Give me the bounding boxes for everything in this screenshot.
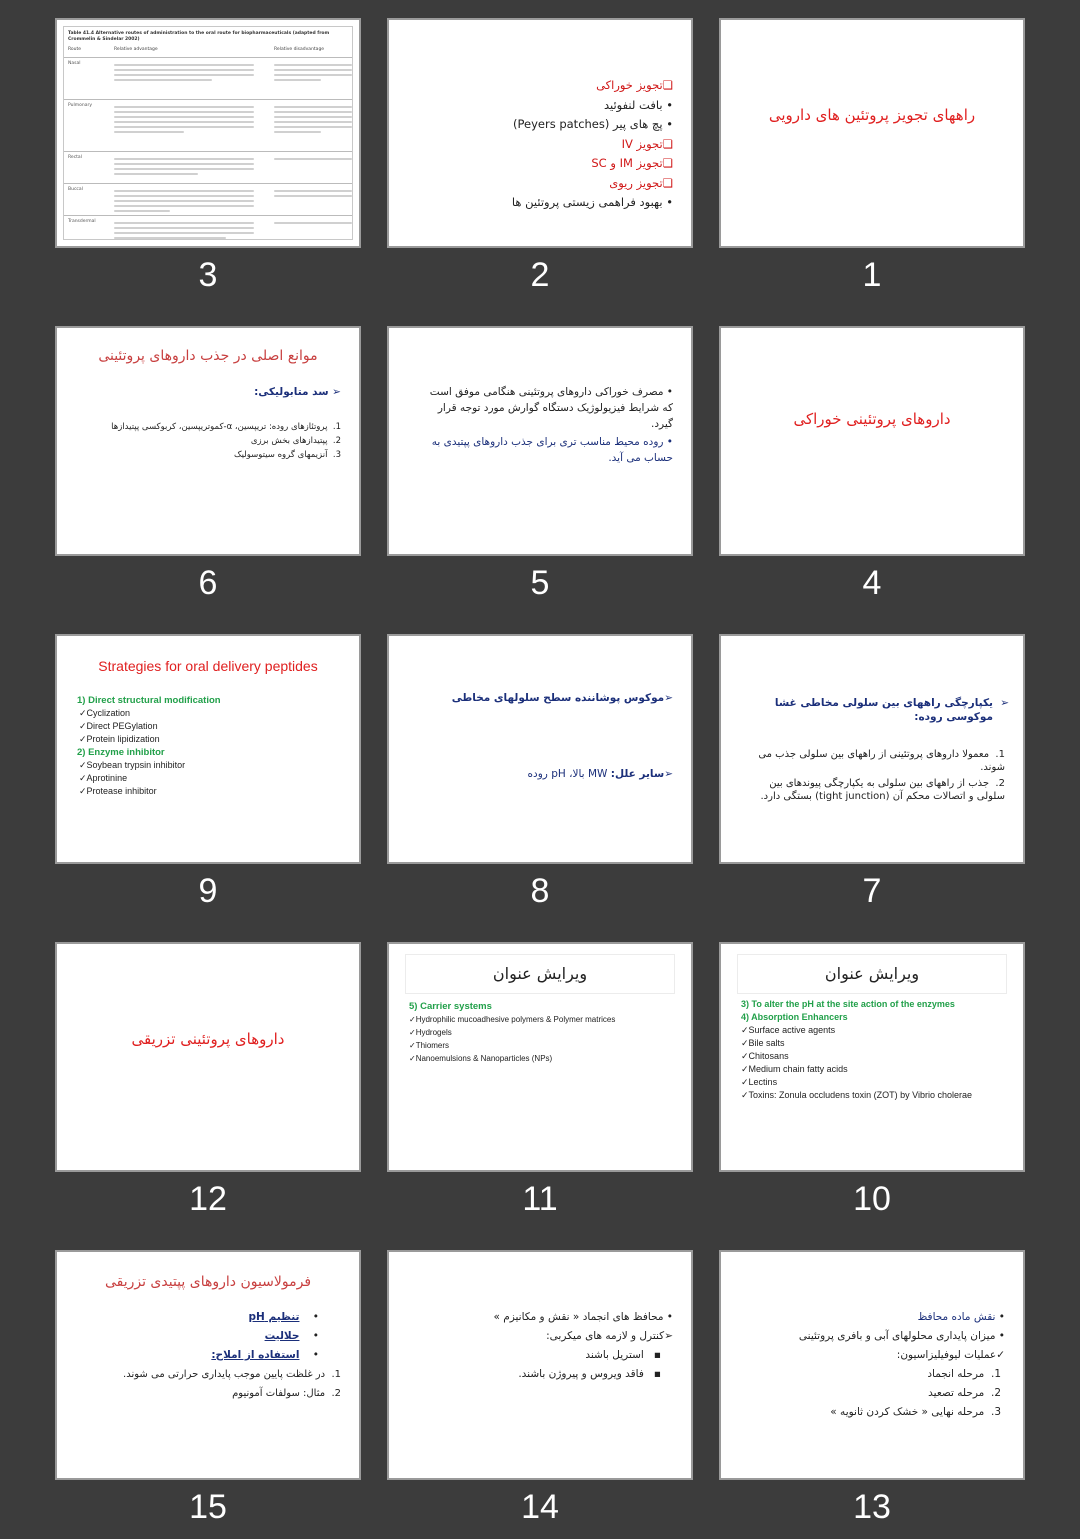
slide-thumbnail-7[interactable] <box>719 634 1025 864</box>
list-item: ✓ Cyclization <box>77 707 347 720</box>
checkbox-bullet-icon: ❏ <box>662 136 673 151</box>
table-row: Transdermal <box>68 219 348 247</box>
check-bullet-icon: ✓ <box>996 1349 1005 1361</box>
group-heading: 3) To alter the pH at the site action of the enzymes <box>741 999 955 1009</box>
list-item: ✓ Medium chain fatty acids <box>741 1063 1016 1076</box>
slide-thumbnail-14[interactable] <box>387 1250 693 1480</box>
slide-number: 1 <box>862 256 882 294</box>
arrow-bullet-icon: ➢ <box>1000 697 1009 709</box>
slide-number: 5 <box>530 564 550 602</box>
table-col-route: Route <box>68 47 82 52</box>
list-item: • محافظ های انجماد « نقش و مکانیزم » <box>493 1311 673 1323</box>
list-item: ✓ Chitosans <box>741 1050 1016 1063</box>
table-image <box>63 26 353 240</box>
list-item: ✓ Soybean trypsin inhibitor <box>77 759 347 772</box>
dot-bullet-icon: • <box>662 117 673 131</box>
slide-number: 9 <box>198 872 218 910</box>
list-item: ✓ Lectins <box>741 1076 1016 1089</box>
list-item: ✓ Aprotinine <box>77 772 347 785</box>
list-item: ➢موکوس پوشاننده سطح سلولهای مخاطی <box>451 692 673 704</box>
slide-number: 15 <box>189 1488 227 1526</box>
list-item: ✓ Nanoemulsions & Nanoparticles (NPs) <box>409 1052 679 1065</box>
list-item: ✓ Direct PEGylation <box>77 720 347 733</box>
dot-bullet-icon: • <box>663 386 673 398</box>
slide-number: 10 <box>853 1180 891 1218</box>
dot-bullet-icon: • <box>663 1311 673 1323</box>
table-col-advantage: Relative advantage <box>114 47 158 52</box>
table-row: Buccal <box>68 187 348 215</box>
list-item: • پچ های پیر (Peyers patches) <box>512 117 673 131</box>
slide-title: داروهای پروتئینی خوراکی <box>793 410 951 428</box>
slide-title-placeholder: ویرایش عنوان <box>737 954 1007 994</box>
list-item: • میزان پایداری محلولهای آبی و بافری پروتئینی <box>798 1330 1005 1342</box>
group-heading: 1) Direct structural modification <box>77 695 221 706</box>
slide-thumbnail-1[interactable] <box>719 18 1025 248</box>
list-item: 1. معمولا داروهای پروتئینی از راههای بین سلولی جذب می شوند. <box>758 749 1005 773</box>
slide-heading: یکپارچگی راههای بین سلولی مخاطی غشا موکوسی روده: <box>774 697 993 723</box>
slide-thumbnail-9[interactable] <box>55 634 361 864</box>
list-item: • استفاده از املاح: <box>211 1349 319 1361</box>
square-bullet-icon: ▪ <box>643 1368 661 1380</box>
list-item: • روده محیط مناسب تری برای جذب داروهای پپتیدی به حساب می آید. <box>431 436 673 464</box>
list-item: ✓ Bile salts <box>741 1037 1016 1050</box>
slide-number: 8 <box>530 872 550 910</box>
slide-title-placeholder: ویرایش عنوان <box>405 954 675 994</box>
list-item: ✓ Hydrogels <box>409 1026 679 1039</box>
slide-thumbnail-4[interactable] <box>719 326 1025 556</box>
group-heading: 2) Enzyme inhibitor <box>77 747 165 758</box>
dot-bullet-icon: • <box>995 1330 1005 1342</box>
list-item: ❏تجویز IM و SC <box>591 156 673 170</box>
list-item: ▪ فاقد ویروس و پیروژن باشند. <box>518 1368 661 1380</box>
checkbox-bullet-icon: ❏ <box>662 175 673 190</box>
slide-title: موانع اصلی در جذب داروهای پروتئینی <box>98 348 318 364</box>
table-title: Table 41.4 Alternative routes of administration to the oral route for biopharmaceuticals (adapted from Crommelin & Sindelar 2002) <box>68 31 330 42</box>
arrow-bullet-icon: ➢ <box>664 692 673 704</box>
list-item: ✓ Thiomers <box>409 1039 679 1052</box>
list-item: 2. مرحله تصعید <box>928 1387 1001 1399</box>
slide-number: 6 <box>198 564 218 602</box>
dot-bullet-icon: • <box>662 195 673 209</box>
list-item: ❏تجویز ریوی <box>609 175 673 190</box>
list-item: ▪ استریل باشند <box>585 1349 661 1361</box>
dot-bullet-icon: • <box>662 97 673 112</box>
list-item: ✓عملیات لیوفیلیزاسیون: <box>896 1349 1005 1361</box>
slide-thumbnail-15[interactable] <box>55 1250 361 1480</box>
list-item: ✓ Hydrophilic mucoadhesive polymers & Polymer matrices <box>409 1013 679 1026</box>
checkbox-bullet-icon: ❏ <box>662 78 673 92</box>
list-item: ❏تجویز خوراکی <box>596 78 673 92</box>
slide-thumbnail-6[interactable] <box>55 326 361 556</box>
table-row: Nasal <box>68 61 348 95</box>
slide-title: داروهای پروتئینی تزریقی <box>131 1030 285 1048</box>
list-item: 3. آنزیمهای گروه سیتوسولیک <box>233 450 341 460</box>
dot-bullet-icon: • <box>299 1311 319 1323</box>
list-item: 2. پپتیدازهای بخش برزی <box>250 436 341 446</box>
list-item: • تنظیم pH <box>248 1311 319 1323</box>
arrow-bullet-icon: ➢ <box>664 768 673 780</box>
slide-thumbnail-11[interactable] <box>387 942 693 1172</box>
slide-number: 2 <box>530 256 550 294</box>
slide-title: Strategies for oral delivery peptides <box>98 658 318 674</box>
slide-thumbnail-13[interactable] <box>719 1250 1025 1480</box>
slide-heading: سد متابولیکی: <box>254 386 329 398</box>
list-item: • بافت لنفوئید <box>603 97 673 112</box>
slide-thumbnail-10[interactable] <box>719 942 1025 1172</box>
slide-thumbnail-12[interactable] <box>55 942 361 1172</box>
list-item: 2. جذب از راههای بین سلولی به یکپارچگی پیوندهای بین سلولی و اتصالات محکم آن (tight junction) بستگی دارد. <box>760 778 1005 802</box>
slide-number: 12 <box>189 1180 227 1218</box>
slide-number: 7 <box>862 872 882 910</box>
list-item: ➢کنترل و لازمه های میکربی: <box>546 1330 673 1342</box>
slide-number: 4 <box>862 564 882 602</box>
list-item: • حلالیت <box>264 1330 319 1342</box>
table-row: Rectal <box>68 155 348 183</box>
list-item: ✓ Toxins: Zonula occludens toxin (ZOT) by Vibrio cholerae <box>741 1089 1016 1102</box>
list-item: 3. مرحله نهایی « خشک کردن ثانویه » <box>830 1406 1001 1418</box>
slide-thumbnail-8[interactable] <box>387 634 693 864</box>
dot-bullet-icon: • <box>663 436 673 448</box>
checkbox-bullet-icon: ❏ <box>662 156 673 170</box>
slide-title: فرمولاسیون داروهای پپتیدی تزریقی <box>104 1274 312 1290</box>
arrow-bullet-icon: ➢ <box>664 1330 673 1342</box>
list-item: ✓ Protein lipidization <box>77 733 347 746</box>
slide-number: 3 <box>198 256 218 294</box>
table-row: Pulmonary <box>68 103 348 151</box>
list-item: • بهبود فراهمی زیستی پروتئین ها <box>511 195 673 209</box>
arrow-bullet-icon: ➢ <box>328 386 341 398</box>
slide-number: 11 <box>522 1180 558 1218</box>
slide-number: 14 <box>521 1488 559 1526</box>
list-item: 1. مرحله انجماد <box>927 1368 1001 1380</box>
slide-number: 13 <box>853 1488 891 1526</box>
list-item: ✓ Surface active agents <box>741 1024 1016 1037</box>
group-heading: 4) Absorption Enhancers <box>741 1012 848 1022</box>
dot-bullet-icon: • <box>299 1330 319 1342</box>
list-item: • مصرف خوراکی داروهای پروتئینی هنگامی موفق است که شرایط فیزیولوژیک دستگاه گوارش مورد توجه قرار گیرد. <box>429 386 673 430</box>
list-item: • نقش ماده محافظ <box>917 1311 1005 1323</box>
list-item: ✓ Protease inhibitor <box>77 785 347 798</box>
slide-thumbnail-3[interactable] <box>55 18 361 248</box>
square-bullet-icon: ▪ <box>643 1349 661 1361</box>
list-item: ➢سایر علل: MW بالا، pH روده <box>527 768 673 780</box>
list-item: 1. در غلظت پایین موجب پایداری حرارتی می شوند. <box>123 1369 341 1380</box>
slide-title: راههای تجویز پروتئین های دارویی <box>768 106 976 124</box>
slide-thumbnail-5[interactable] <box>387 326 693 556</box>
list-item: 2. مثال: سولفات آمونیوم <box>232 1388 341 1399</box>
slide-thumbnail-2[interactable] <box>387 18 693 248</box>
list-item: 1. پروتئازهای روده: تریپسین، α-کموتریپسین، کربوکسی پپتیدازها <box>111 422 341 432</box>
group-heading: 5) Carrier systems <box>409 1001 492 1012</box>
dot-bullet-icon: • <box>299 1349 319 1361</box>
dot-bullet-icon: • <box>995 1311 1005 1323</box>
list-item: ❏تجویز IV <box>621 136 673 151</box>
table-col-disadvantage: Relative disadvantage <box>274 47 325 52</box>
